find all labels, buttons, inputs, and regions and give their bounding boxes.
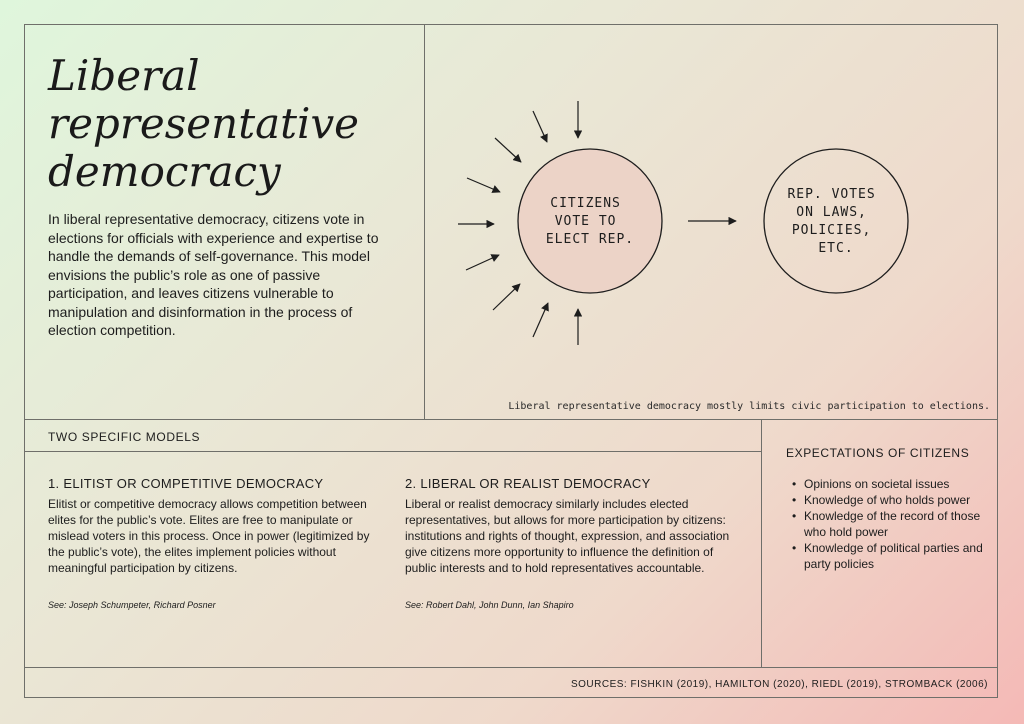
model-1-references: See: Joseph Schumpeter, Richard Posner bbox=[48, 600, 216, 610]
intro-paragraph: In liberal representative democracy, citizens vote in elections for officials with experience and expertise to handle the demands of self-governance. This model envisions the public’s role as one of passive participation, and leaves citizens vulnerable to manipulation and disinformation in the process of election competition. bbox=[48, 211, 379, 338]
representatives-label-line-2: ON LAWS, bbox=[796, 205, 867, 220]
participation-diagram bbox=[425, 25, 997, 419]
list-item: • Knowledge of who holds power bbox=[788, 492, 988, 508]
page-title bbox=[48, 52, 408, 196]
arrow-icon bbox=[533, 111, 547, 142]
citizens-label bbox=[546, 196, 634, 247]
expectations-heading: EXPECTATIONS OF CITIZENS bbox=[786, 446, 970, 460]
list-item: • Opinions on societal issues bbox=[788, 476, 988, 492]
representatives-label-line-4: ETC. bbox=[818, 241, 854, 256]
models-heading: TWO SPECIFIC MODELS bbox=[48, 430, 201, 444]
model-2-references: See: Robert Dahl, John Dunn, Ian Shapiro bbox=[405, 600, 574, 610]
representatives-label bbox=[787, 187, 884, 256]
arrow-icon bbox=[466, 255, 499, 270]
arrow-icon bbox=[467, 178, 500, 192]
list-item: • Knowledge of political parties and party policies bbox=[788, 540, 988, 572]
representatives-label-line-1: REP. VOTES bbox=[787, 187, 876, 202]
arrow-icon bbox=[493, 284, 520, 310]
diagram-caption: Liberal representative democracy mostly limits civic participation to elections. bbox=[508, 401, 990, 412]
horizontal-divider-models bbox=[24, 451, 761, 452]
model-2-title: 2. LIBERAL OR REALIST DEMOCRACY bbox=[405, 476, 651, 491]
citizens-label-line-1: CITIZENS bbox=[550, 196, 621, 211]
model-1-title: 1. ELITIST OR COMPETITIVE DEMOCRACY bbox=[48, 476, 324, 491]
citizens-label-line-3: ELECT REP. bbox=[545, 232, 635, 247]
sources-footer: SOURCES: FISHKIN (2019), HAMILTON (2020), RIEDL (2019), STROMBACK (2006) bbox=[570, 679, 988, 690]
model-2-body: Liberal or realist democracy similarly includes elected representatives, but allows for more participation by citizens: institutions and rights of thought, expression, and association give citizens more opportunity to influence the definition of public interests and to hold representatives accountable. bbox=[405, 497, 730, 575]
title-line-2: representative bbox=[48, 99, 360, 148]
horizontal-divider-sources bbox=[24, 667, 998, 668]
arrow-icon bbox=[533, 303, 548, 337]
expectations-list bbox=[788, 476, 988, 572]
arrow-icon bbox=[495, 138, 521, 162]
horizontal-divider-middle bbox=[24, 419, 998, 420]
title-line-1: Liberal bbox=[48, 51, 200, 100]
title-line-3: democracy bbox=[48, 147, 281, 196]
model-1-body: Elitist or competitive democracy allows competition between elites for the public’s vote. Elites are free to manipulate or mislead voters in this process. Once in power (legitimized by the public’s vote), the elites implement policies without meaningful participation by citizens. bbox=[48, 497, 370, 575]
vertical-divider-expectations bbox=[761, 419, 762, 667]
representatives-circle bbox=[764, 149, 908, 293]
list-item: • Knowledge of the record of those who hold power bbox=[788, 508, 988, 540]
citizens-label-line-2: VOTE TO bbox=[554, 214, 617, 229]
representatives-label-line-3: POLICIES, bbox=[791, 223, 872, 238]
